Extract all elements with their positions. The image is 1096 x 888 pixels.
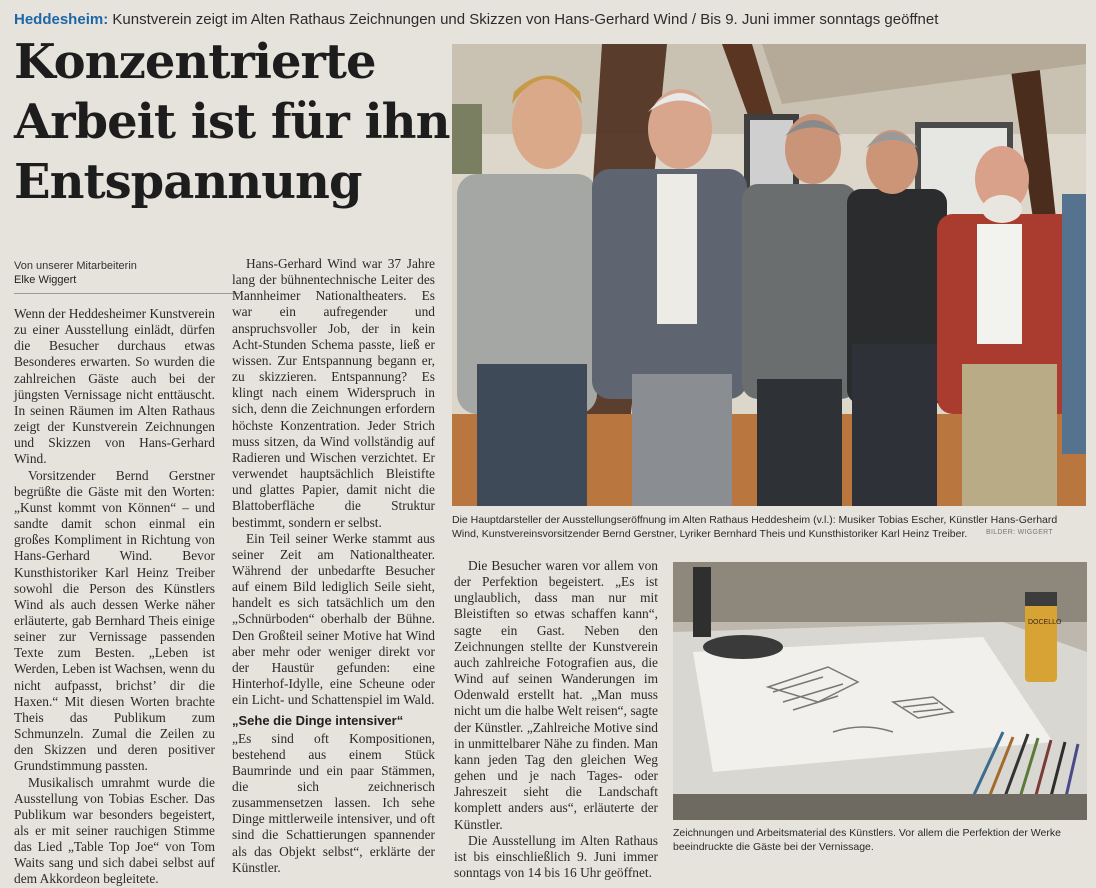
group-photo-caption: Die Hauptdarsteller der Ausstellungseröffnung im Alten Rathaus Heddesheim (v.l.): Musiker Tobias Escher, Künstler Hans-Gerhard Wind, Kunstvereinsvorsitzender Bernd Gerstner, Lyriker Bernhard Theis und Kunsthistoriker Karl Heinz Treiber.	[452, 514, 1058, 540]
subheading: „Sehe die Dinge intensiver“	[232, 713, 404, 729]
rubric-location: Heddesheim:	[14, 11, 109, 28]
paragraph: „Es sind oft Kompositionen, bestehend aus einem Stück Baumrinde und ein paar Stämmen, die sich zeichnerisch zusammensetzen lassen. Ich sehe Dinge mittlerweile intensiver, und oft sind die Schattierungen spannender als das Objekt selbst“, erklärte der Künstler.	[232, 730, 435, 875]
article-column-1	[14, 306, 215, 888]
drawings-photo	[673, 562, 1087, 820]
byline-author: Elke Wiggert	[14, 274, 77, 286]
headline-line-1: Konzentrierte	[14, 34, 376, 90]
paragraph: Vorsitzender Bernd Gerstner begrüßte die Gäste mit den Worten: „Kunst kommt von Können“ – und sandte damit schon einmal ein großes Kompliment in Richtung von Hans-Gerhard Wind. Bevor Kunsthistoriker Karl Heinz Treiber sowohl die Person des Künstlers Wind als auch dessen Werke näher erläuterte, gab Bernhard Theis einige seiner zur Vernissage passenden Texte zum Besten. „Leben ist Werden, Leben ist Wachsen, wenn du nicht aufpasst, brichst’ dir die Haxen.“ Mit diesen Worten brachte Theis das Publikum zum Schmunzeln. Zumal die Zeilen zu den Skizzen und deren positiver Grundstimmung passten.	[14, 467, 215, 774]
paragraph: Die Ausstellung im Alten Rathaus ist bis einschließlich 9. Juni immer sonntags von 14 bis 16 Uhr geöffnet.	[454, 832, 658, 880]
group-photo	[452, 44, 1086, 506]
byline-divider	[14, 293, 239, 294]
tin-label: DOCELLO	[1028, 619, 1062, 626]
article-column-2	[232, 256, 435, 876]
drawings-photo-illustration	[673, 562, 1087, 820]
headline	[14, 32, 450, 212]
headline-line-3: Entspannung	[14, 154, 362, 210]
rubric-text: Kunstverein zeigt im Alten Rathaus Zeichnungen und Skizzen von Hans-Gerhard Wind / Bis 9. Juni immer sonntags geöffnet	[112, 11, 939, 28]
drawings-photo-caption: Zeichnungen und Arbeitsmaterial des Künstlers. Vor allem die Perfektion der Werke beeindruckte die Gäste bei der Vernissage.	[673, 827, 1061, 853]
top-rubric	[14, 9, 1089, 31]
paragraph: Ein Teil seiner Werke stammt aus seiner Zeit am Nationaltheater. Während der unbedarfte Besucher auf einem Bild lediglich Seile sieht, handelt es sich tatsächlich um den „Schnürboden“ oberhalb der Bühne. Den Großteil seiner Motive hat Wind aber mehr oder weniger direkt vor der Haustür gefunden: eine Hinterhof-Idylle, eine Scheune oder ein Licht- und Schattenspiel im Wald.	[232, 530, 435, 708]
group-photo-illustration	[452, 44, 1086, 506]
paragraph: Hans-Gerhard Wind war 37 Jahre lang der bühnentechnische Leiter des Mannheimer Nationaltheaters. Es war ein aufregender und anspruchsvoller Job, der in kein Acht-Stunden Schema passte, ließ er wissen. Zur Entspannung begann er, zu skizzieren. Entspannung? Es klingt nach einem Widerspruch in sich, denn die Zeichnungen erfordern höchste Konzentration. Jeder Strich muss sitzen, da Wind vollständig auf Radieren und Wischen verzichtet. Er verwendet hauptsächlich Bleistifte und glattes Papier, damit nicht die Blattoberfläche die Struktur bestimmt, sondern er selbst.	[232, 256, 435, 530]
article-column-3	[454, 558, 658, 881]
paragraph: Die Besucher waren vor allem von der Perfektion begeistert. „Es ist unglaublich, dass man nur mit Bleistiften so etwas schaffen kann“, sagte ein Gast. Neben den Zeichnungen stellte der Kunstverein auch zahlreiche Fotografien aus, die Wind auf seinen Wanderungen im Odenwald erstellt hat. „Man muss nicht um die halbe Welt reisen“, sagte der Künstler. „Zahlreiche Motive sind in unmittelbarer Nähe zu finden. Man kann jeden Tag den gleichen Weg gehen und je nach Tages- oder Jahreszeit sieht die Landschaft komplett anders aus“, erläuterte der Künstler.	[454, 558, 658, 832]
headline-line-2: Arbeit ist für ihn	[14, 94, 450, 150]
paragraph: Musikalisch umrahmt wurde die Ausstellung von Tobias Escher. Das Publikum war besonders begeistert, als er mit seiner rauchigen Stimme das Lied „Table Top Joe“ von Tom Waits sang und sich dabei selbst auf dem Akkordeon begleitete.	[14, 774, 215, 887]
paragraph: Wenn der Heddesheimer Kunstverein zu einer Ausstellung einlädt, dürfen die Besucher durchaus etwas Besonderes erwarten. So wurden die zahlreichen Gäste auch bei der jüngsten Vernissage nicht enttäuscht. In seinen Räumen im Alten Rathaus zeigt der Kunstverein Zeichnungen und Skizzen von Hans-Gerhard Wind.	[14, 306, 215, 467]
photo-credit: BILDER: WIGGERT	[986, 529, 1053, 536]
byline-prefix: Von unserer Mitarbeiterin	[14, 260, 137, 272]
